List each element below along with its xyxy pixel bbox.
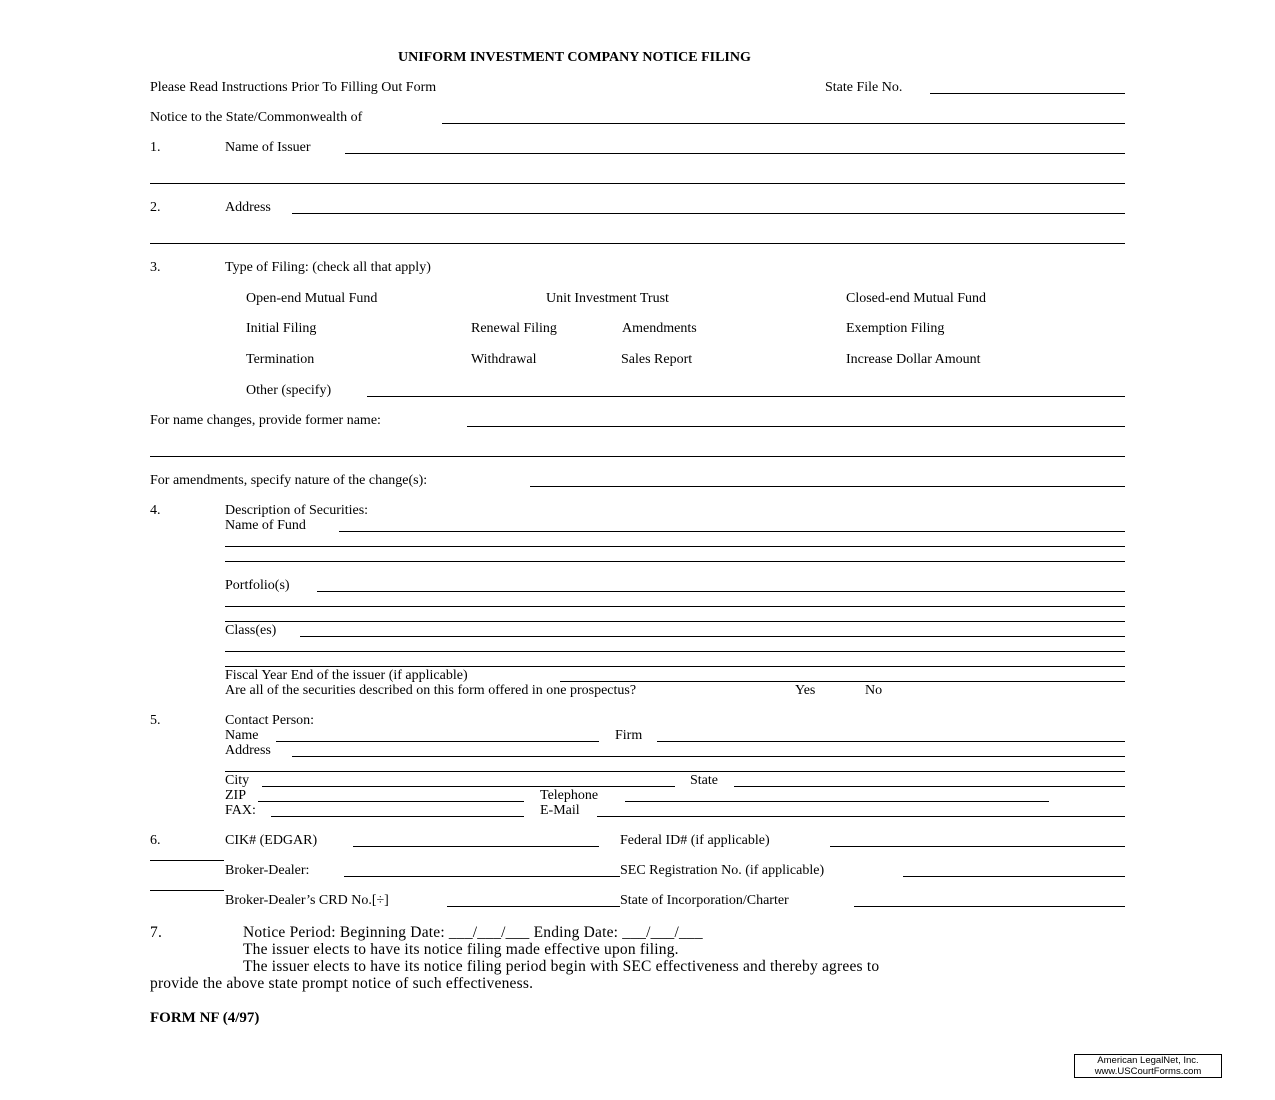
name-of-fund-field-2[interactable] [225, 546, 1125, 547]
effective-upon-filing-option[interactable]: The issuer elects to have its notice filing made effective upon filing. [243, 941, 679, 958]
name-of-fund-field[interactable] [339, 531, 1125, 532]
portfolios-field-2[interactable] [225, 606, 1125, 607]
contact-address-label: Address [225, 743, 271, 758]
sec-effectiveness-continued: provide the above state prompt notice of such effectiveness. [150, 975, 534, 992]
portfolios-label: Portfolio(s) [225, 578, 290, 593]
former-name-field[interactable] [467, 426, 1125, 427]
contact-state-field[interactable] [734, 786, 1125, 787]
classes-field-3[interactable] [225, 666, 1125, 667]
contact-fax-label: FAX: [225, 803, 256, 818]
one-prospectus-question: Are all of the securities described on this form offered in one prospectus? [225, 683, 637, 698]
contact-fax-field[interactable] [271, 816, 524, 817]
address-field[interactable] [292, 213, 1125, 214]
option-open-end-mutual-fund[interactable]: Open-end Mutual Fund [246, 291, 378, 306]
notice-to-label: Notice to the State/Commonwealth of [150, 110, 363, 125]
contact-telephone-label: Telephone [540, 788, 599, 803]
fiscal-year-field[interactable] [560, 681, 1125, 682]
contact-zip-label: ZIP [225, 788, 246, 803]
state-file-no-field[interactable] [930, 93, 1125, 94]
section-5-number: 5. [150, 713, 161, 728]
broker-dealer-field[interactable] [344, 876, 620, 877]
section-3-number: 3. [150, 260, 161, 275]
option-other-specify[interactable]: Other (specify) [246, 383, 332, 398]
portfolios-field[interactable] [317, 591, 1125, 592]
option-exemption-filing[interactable]: Exemption Filing [846, 321, 945, 336]
contact-zip-field[interactable] [258, 801, 524, 802]
contact-email-label: E-Mail [540, 803, 580, 818]
option-increase-dollar-amount[interactable]: Increase Dollar Amount [846, 352, 981, 367]
state-incorporation-label: State of Incorporation/Charter [620, 893, 789, 908]
contact-firm-label: Firm [615, 728, 643, 743]
sec-registration-field[interactable] [903, 876, 1125, 877]
contact-state-label: State [690, 773, 718, 788]
sec-effectiveness-option[interactable]: The issuer elects to have its notice filing period begin with SEC effectiveness and thereby agrees to [243, 958, 880, 975]
name-of-issuer-field-2[interactable] [150, 183, 1125, 184]
publisher-url: www.USCourtForms.com [1094, 1066, 1202, 1077]
form-number: FORM NF (4/97) [150, 1010, 260, 1026]
instructions-note: Please Read Instructions Prior To Filling Out Form [150, 80, 437, 95]
form-title: UNIFORM INVESTMENT COMPANY NOTICE FILING [398, 50, 751, 65]
broker-dealer-label: Broker-Dealer: [225, 863, 310, 878]
prospectus-no-option[interactable]: No [865, 683, 883, 698]
section-4-number: 4. [150, 503, 161, 518]
contact-person-label: Contact Person: [225, 713, 315, 728]
option-withdrawal[interactable]: Withdrawal [471, 352, 537, 367]
classes-label: Class(es) [225, 623, 277, 638]
contact-telephone-field[interactable] [625, 801, 1049, 802]
state-incorporation-field[interactable] [854, 906, 1125, 907]
other-specify-field[interactable] [367, 396, 1125, 397]
section-1-number: 1. [150, 140, 161, 155]
classes-field-2[interactable] [225, 651, 1125, 652]
option-initial-filing[interactable]: Initial Filing [246, 321, 317, 336]
broker-dealer-check-line[interactable] [150, 860, 224, 861]
former-name-field-2[interactable] [150, 456, 1125, 457]
section-7-number: 7. [150, 924, 163, 941]
state-file-no-label: State File No. [825, 80, 903, 95]
option-renewal-filing[interactable]: Renewal Filing [471, 321, 557, 336]
description-of-securities-label: Description of Securities: [225, 503, 369, 518]
address-field-2[interactable] [150, 243, 1125, 244]
contact-firm-field[interactable] [657, 741, 1125, 742]
federal-id-field[interactable] [830, 846, 1125, 847]
notice-to-field[interactable] [442, 123, 1125, 124]
option-unit-investment-trust[interactable]: Unit Investment Trust [546, 291, 669, 306]
contact-name-field[interactable] [276, 741, 599, 742]
classes-field[interactable] [300, 636, 1125, 637]
contact-city-field[interactable] [262, 786, 675, 787]
name-of-issuer-label: Name of Issuer [225, 140, 311, 155]
contact-email-field[interactable] [597, 816, 1125, 817]
name-of-fund-field-3[interactable] [225, 561, 1125, 562]
option-amendments[interactable]: Amendments [622, 321, 697, 336]
crd-label: Broker-Dealer’s CRD No.[÷] [225, 893, 389, 908]
crd-check-line[interactable] [150, 890, 224, 891]
publisher-name: American LegalNet, Inc. [1097, 1055, 1199, 1066]
address-label: Address [225, 200, 271, 215]
name-of-issuer-field[interactable] [345, 153, 1125, 154]
contact-city-label: City [225, 773, 250, 788]
notice-period-line[interactable]: Notice Period: Beginning Date: ___/___/___ Ending Date: ___/___/___ [243, 924, 703, 941]
contact-address-field-2[interactable] [225, 771, 1125, 772]
type-of-filing-label: Type of Filing: (check all that apply) [225, 260, 431, 275]
section-6-number: 6. [150, 833, 161, 848]
contact-name-label: Name [225, 728, 259, 743]
sec-registration-label: SEC Registration No. (if applicable) [620, 863, 825, 878]
option-sales-report[interactable]: Sales Report [621, 352, 693, 367]
amendment-nature-field[interactable] [530, 486, 1125, 487]
option-termination[interactable]: Termination [246, 352, 315, 367]
name-of-fund-label: Name of Fund [225, 518, 306, 533]
federal-id-label: Federal ID# (if applicable) [620, 833, 770, 848]
publisher-stamp [1074, 1054, 1222, 1078]
portfolios-field-3[interactable] [225, 621, 1125, 622]
cik-field[interactable] [353, 846, 599, 847]
cik-label: CIK# (EDGAR) [225, 833, 318, 848]
fiscal-year-label: Fiscal Year End of the issuer (if applicable) [225, 668, 468, 683]
contact-address-field[interactable] [292, 756, 1125, 757]
option-closed-end-mutual-fund[interactable]: Closed-end Mutual Fund [846, 291, 986, 306]
crd-field[interactable] [447, 906, 620, 907]
prospectus-yes-option[interactable]: Yes [795, 683, 816, 698]
amendment-nature-label: For amendments, specify nature of the change(s): [150, 473, 428, 488]
former-name-label: For name changes, provide former name: [150, 413, 381, 428]
section-2-number: 2. [150, 200, 161, 215]
